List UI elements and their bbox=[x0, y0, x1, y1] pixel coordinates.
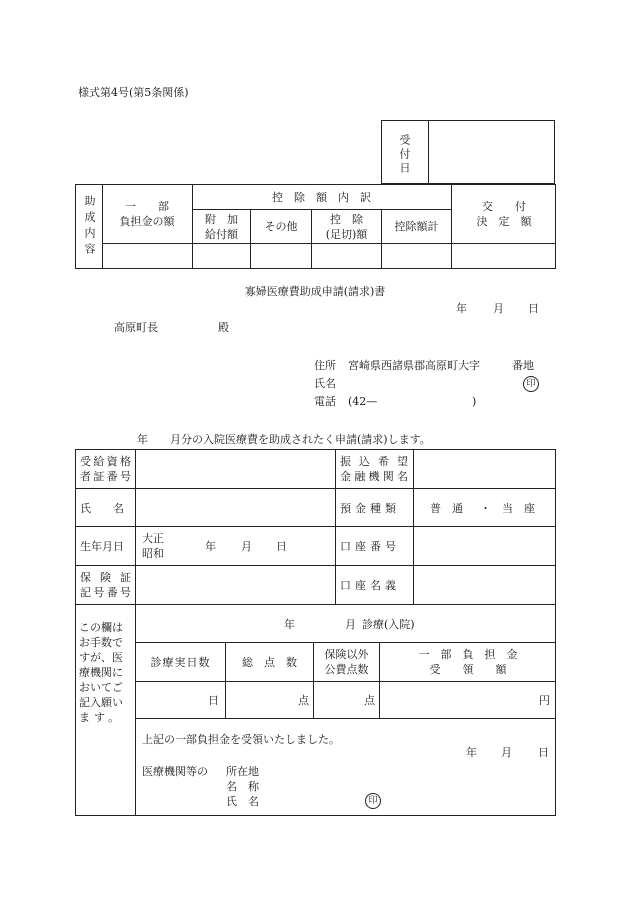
addressee: 高原町長 bbox=[114, 321, 158, 334]
deposit-ordinary: 普 通 bbox=[430, 502, 463, 515]
receipt-year: 年 bbox=[466, 746, 477, 759]
insurance-label-2: 記 号 番 号 bbox=[80, 586, 131, 599]
era-taisho: 大正 bbox=[142, 532, 164, 545]
cert-number-label-2: 者 証 番 号 bbox=[80, 470, 131, 483]
receipt-day: 日 bbox=[538, 746, 549, 759]
applicant-name-label: 氏 名 bbox=[80, 502, 124, 515]
unit-point-2: 点 bbox=[364, 694, 375, 707]
honorific: 殿 bbox=[218, 321, 229, 334]
phone-value: (42— bbox=[348, 395, 378, 408]
form-number: 様式第4号(第5条関係) bbox=[78, 86, 189, 99]
birth-month: 月 bbox=[241, 540, 252, 553]
date-day: 日 bbox=[528, 302, 539, 315]
grant-amount-label-2: 決 定 額 bbox=[476, 215, 532, 228]
partial-burden-label-2: 負担金の額 bbox=[119, 215, 175, 228]
non-insured-points-label-2: 公費点数 bbox=[324, 663, 369, 676]
birth-day: 日 bbox=[276, 540, 287, 553]
date-month: 月 bbox=[493, 302, 504, 315]
institution-name-label: 名 称 bbox=[226, 780, 259, 793]
birth-date-label: 生年月日 bbox=[80, 540, 124, 553]
non-insured-points-label-1: 保険以外 bbox=[324, 648, 369, 661]
address-value: 宮崎県西諸県郡高原町大字 bbox=[348, 359, 480, 372]
total-points-label: 総 点 数 bbox=[242, 656, 297, 669]
treatment-month: 月 bbox=[345, 618, 356, 631]
birth-year: 年 bbox=[205, 540, 216, 553]
era-showa: 昭和 bbox=[142, 547, 164, 560]
address-suffix: 番地 bbox=[512, 359, 534, 372]
date-year: 年 bbox=[456, 302, 467, 315]
unit-point: 点 bbox=[298, 694, 309, 707]
bank-label-2: 金 融 機 関 名 bbox=[340, 470, 408, 483]
partial-burden-received-label-1: 一 部 負 担 金 bbox=[418, 648, 518, 661]
account-holder-label: 口座名義 bbox=[340, 579, 400, 592]
representative-name-label: 氏 名 bbox=[226, 795, 259, 808]
institution-location-label: 所在地 bbox=[226, 765, 259, 778]
support-content-label: 助成内容 bbox=[83, 195, 96, 259]
deductible-label-2: (足切)額 bbox=[325, 228, 368, 241]
deposit-current: 当 座 bbox=[502, 502, 535, 515]
receipt-label: 受付日 bbox=[398, 134, 411, 176]
unit-day: 日 bbox=[208, 694, 219, 707]
grant-amount-label-1: 交 付 bbox=[482, 200, 526, 213]
treatment-days-label: 診療実日数 bbox=[150, 656, 211, 669]
seal-icon: 印 bbox=[365, 793, 381, 809]
name-label: 氏名 bbox=[314, 377, 336, 390]
institution-label: 医療機関等の bbox=[142, 765, 208, 778]
supplementary-benefit-label-2: 給付額 bbox=[205, 228, 238, 241]
deposit-type-label: 預金種類 bbox=[340, 502, 400, 515]
other-label: その他 bbox=[264, 220, 298, 233]
insurance-label-1: 保 険 証 bbox=[80, 571, 131, 584]
account-number-label: 口座番号 bbox=[340, 540, 400, 553]
partial-burden-received-label-2: 受 領 額 bbox=[429, 663, 507, 676]
bank-label-1: 振 込 希 望 bbox=[340, 455, 408, 468]
seal-icon: 印 bbox=[523, 376, 539, 392]
receipt-confirmation: 上記の一部負担金を受領いたしました。 bbox=[142, 733, 340, 746]
medical-institution-note: この欄は お手数で すが、医 療機関に おいてご 記入願い ます。 bbox=[79, 621, 124, 724]
address-label: 住所 bbox=[314, 359, 336, 372]
cert-number-label-1: 受 給 資 格 bbox=[80, 455, 131, 468]
request-statement: 年 月分の入院医療費を助成されたく申請(請求)します。 bbox=[137, 433, 431, 446]
treatment-type: 診療(入院) bbox=[362, 618, 415, 631]
deduction-total-label: 控除額計 bbox=[394, 220, 439, 233]
phone-label: 電話 bbox=[314, 395, 336, 408]
treatment-year: 年 bbox=[284, 618, 295, 631]
deposit-separator: ・ bbox=[480, 502, 491, 515]
supplementary-benefit-label-1: 附 加 bbox=[205, 213, 238, 226]
deductible-label-1: 控 除 bbox=[330, 213, 363, 226]
unit-yen: 円 bbox=[539, 694, 550, 707]
form-title: 寡婦医療費助成申請(請求)書 bbox=[244, 285, 386, 298]
phone-close: ) bbox=[472, 395, 477, 408]
receipt-month: 月 bbox=[501, 746, 512, 759]
partial-burden-label-1: 一 部 bbox=[125, 200, 169, 213]
deduction-breakdown-header: 控 除 額 内 訳 bbox=[272, 191, 371, 204]
